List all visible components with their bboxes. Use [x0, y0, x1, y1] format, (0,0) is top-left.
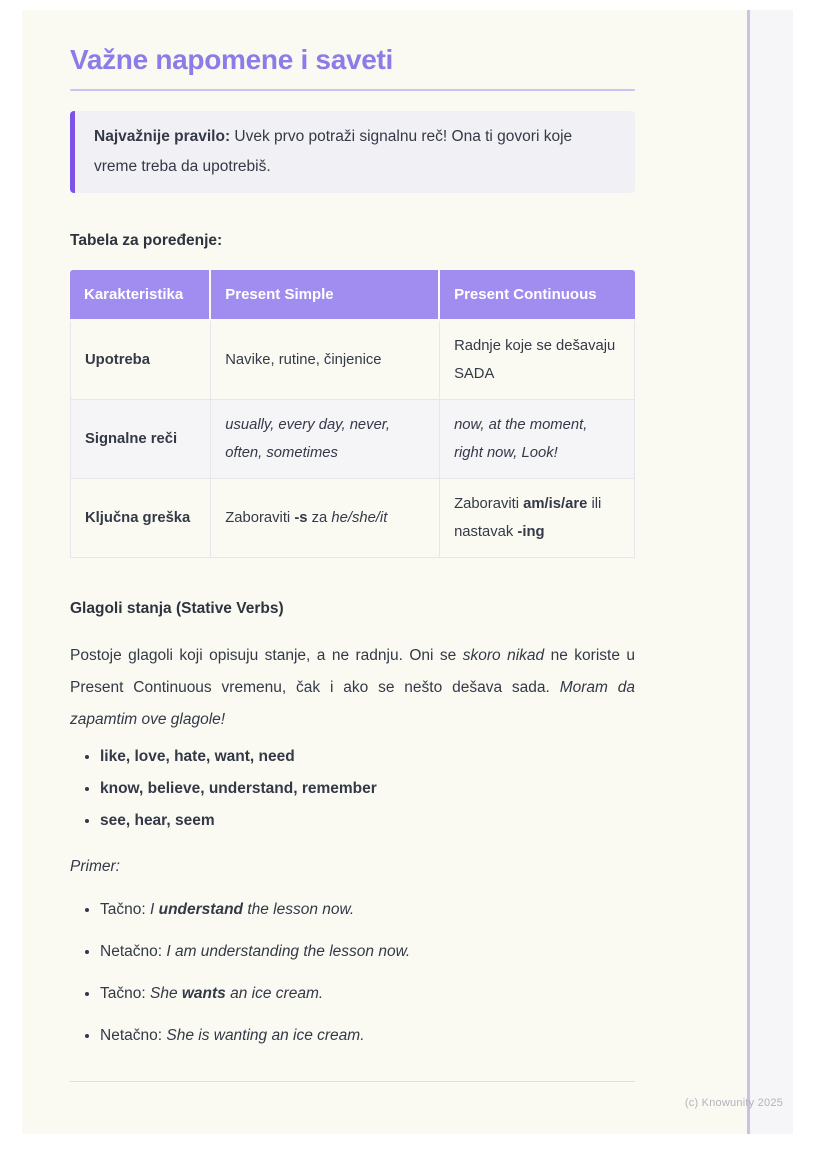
table-cell: now, at the moment, right now, Look! [440, 400, 635, 479]
table-row [70, 321, 635, 400]
stative-verbs-heading: Glagoli stanja (Stative Verbs) [70, 600, 284, 617]
table-row [70, 479, 635, 558]
header-cell-present-simple: Present Simple [211, 270, 440, 321]
example-item: • Tačno: She wants an ice cream. [100, 978, 635, 1009]
important-note-callout [70, 111, 635, 193]
comparison-table [70, 270, 635, 558]
table-cell: Upotreba [70, 321, 211, 400]
document-page [22, 10, 747, 1134]
list-item: • see, hear, seem [100, 805, 635, 837]
examples-list [70, 894, 635, 1051]
footer-copyright: (c) Knowunity 2025 [684, 1097, 783, 1109]
example-item: • Netačno: I am understanding the lesson now. [100, 936, 635, 967]
header-cell-present-continuous: Present Continuous [440, 270, 635, 321]
table-cell: usually, every day, never, often, sometimes [211, 400, 440, 479]
title-underline [70, 89, 635, 91]
list-item: • know, believe, understand, remember [100, 773, 635, 805]
page-title: Važne napomene i saveti [70, 44, 394, 75]
table-row [70, 400, 635, 479]
bottom-divider [70, 1081, 635, 1082]
example-item: • Netačno: She is wanting an ice cream. [100, 1020, 635, 1051]
table-cell: Radnje koje se dešavaju SADA [440, 321, 635, 400]
table-cell: Ključna greška [70, 479, 211, 558]
stative-paragraph: Postoje glagoli koji opisuju stanje, a ne radnju. Oni se skoro nikad ne koriste u Present Continuous vremenu, čak i ako se nešto dešava sada. Moram da zapamtim ove glagole! [70, 647, 636, 728]
list-item: • like, love, hate, want, need [100, 741, 635, 773]
page-content [22, 10, 635, 1082]
table-caption: Tabela za poređenje: [70, 232, 223, 249]
stative-verbs-list [70, 741, 635, 837]
example-item: • Tačno: I understand the lesson now. [100, 894, 635, 925]
callout-text: Najvažnije pravilo: Uvek prvo potraži signalnu reč! Ona ti govori koje vreme treba da upotrebiš. [94, 128, 573, 175]
table-cell: Navike, rutine, činjenice [211, 321, 440, 400]
table-cell: Signalne reči [70, 400, 211, 479]
table-header-row [70, 270, 635, 321]
primer-label: Primer: [70, 858, 120, 876]
page-side-strip [750, 10, 793, 1134]
table-cell: Zaboraviti -s za he/she/it [211, 479, 440, 558]
table-cell: Zaboraviti am/is/are ili nastavak -ing [440, 479, 635, 558]
header-cell-karakteristika: Karakteristika [70, 270, 211, 321]
